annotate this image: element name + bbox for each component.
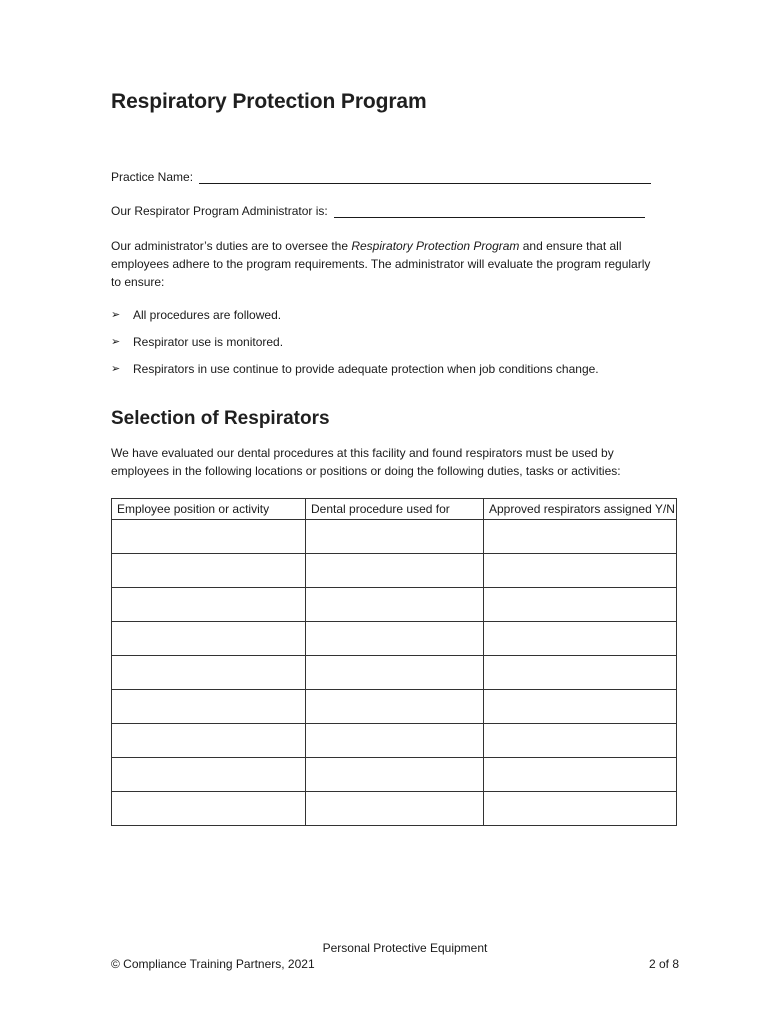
table-cell[interactable] [112,792,306,826]
program-name: Respiratory Protection Program [351,239,520,253]
intro-text-part2: and ensure that all employees adhere to the program requirements. The administrator will evaluate the program regularly to ensure: [111,239,651,289]
table-cell[interactable] [306,588,484,622]
administrator-input-line[interactable] [334,205,645,218]
arrow-bullet-icon: ➢ [111,309,121,321]
table-cell[interactable] [484,588,677,622]
table-body [112,520,677,826]
list-item [111,306,599,324]
column-header-position: Employee position or activity [112,499,306,520]
arrow-bullet-icon: ➢ [111,336,121,348]
table-cell[interactable] [306,792,484,826]
table-cell[interactable] [112,588,306,622]
table-cell[interactable] [484,724,677,758]
table-cell[interactable] [484,656,677,690]
table-cell[interactable] [484,792,677,826]
list-item [111,360,599,378]
table-cell[interactable] [484,520,677,554]
table-cell[interactable] [306,554,484,588]
intro-paragraph [111,237,656,291]
intro-text-part1: Our administrator’s duties are to oversee the [111,239,352,253]
table-cell[interactable] [112,622,306,656]
selection-description: We have evaluated our dental procedures at this facility and found respirators must be used by employees in the following locations or positions or doing the following duties, tasks or activities: [111,446,621,478]
table-cell[interactable] [306,656,484,690]
table-cell[interactable] [306,758,484,792]
table-row [112,588,677,622]
column-header-approved: Approved respirators assigned Y/N [484,499,677,520]
practice-name-input-line[interactable] [199,171,651,184]
table-cell[interactable] [112,724,306,758]
table-cell[interactable] [306,724,484,758]
requirements-list [111,306,599,387]
arrow-bullet-icon: ➢ [111,363,121,375]
table-cell[interactable] [484,758,677,792]
table-cell[interactable] [112,690,306,724]
list-item-text: All procedures are followed. [133,308,282,322]
page-title: Respiratory Protection Program [111,90,427,113]
table-row [112,724,677,758]
table-cell[interactable] [112,758,306,792]
administrator-label: Our Respirator Program Administrator is: [111,204,328,218]
list-item-text: Respirator use is monitored. [133,335,284,349]
table-row [112,520,677,554]
list-item-text: Respirators in use continue to provide adequate protection when job conditions change. [133,362,599,376]
footer-page-number: 2 of 8 [648,957,679,971]
footer-section-title: Personal Protective Equipment [322,941,488,955]
table-row [112,554,677,588]
table-row [112,656,677,690]
table-cell[interactable] [306,622,484,656]
footer-copyright: © Compliance Training Partners, 2021 [111,957,315,971]
practice-name-field [111,170,651,184]
table-row [112,758,677,792]
table-cell[interactable] [112,520,306,554]
administrator-field [111,204,645,218]
table-cell[interactable] [484,554,677,588]
list-item [111,333,599,351]
table-cell[interactable] [112,656,306,690]
column-header-procedure: Dental procedure used for [306,499,484,520]
practice-name-label: Practice Name: [111,170,194,184]
table-row [112,690,677,724]
table-row [112,622,677,656]
table-header-row [112,499,677,520]
respirator-table [111,498,677,826]
table-cell[interactable] [112,554,306,588]
table-row [112,792,677,826]
table-cell[interactable] [484,690,677,724]
table-cell[interactable] [306,690,484,724]
table-cell[interactable] [484,622,677,656]
table-cell[interactable] [306,520,484,554]
selection-heading: Selection of Respirators [111,408,330,429]
